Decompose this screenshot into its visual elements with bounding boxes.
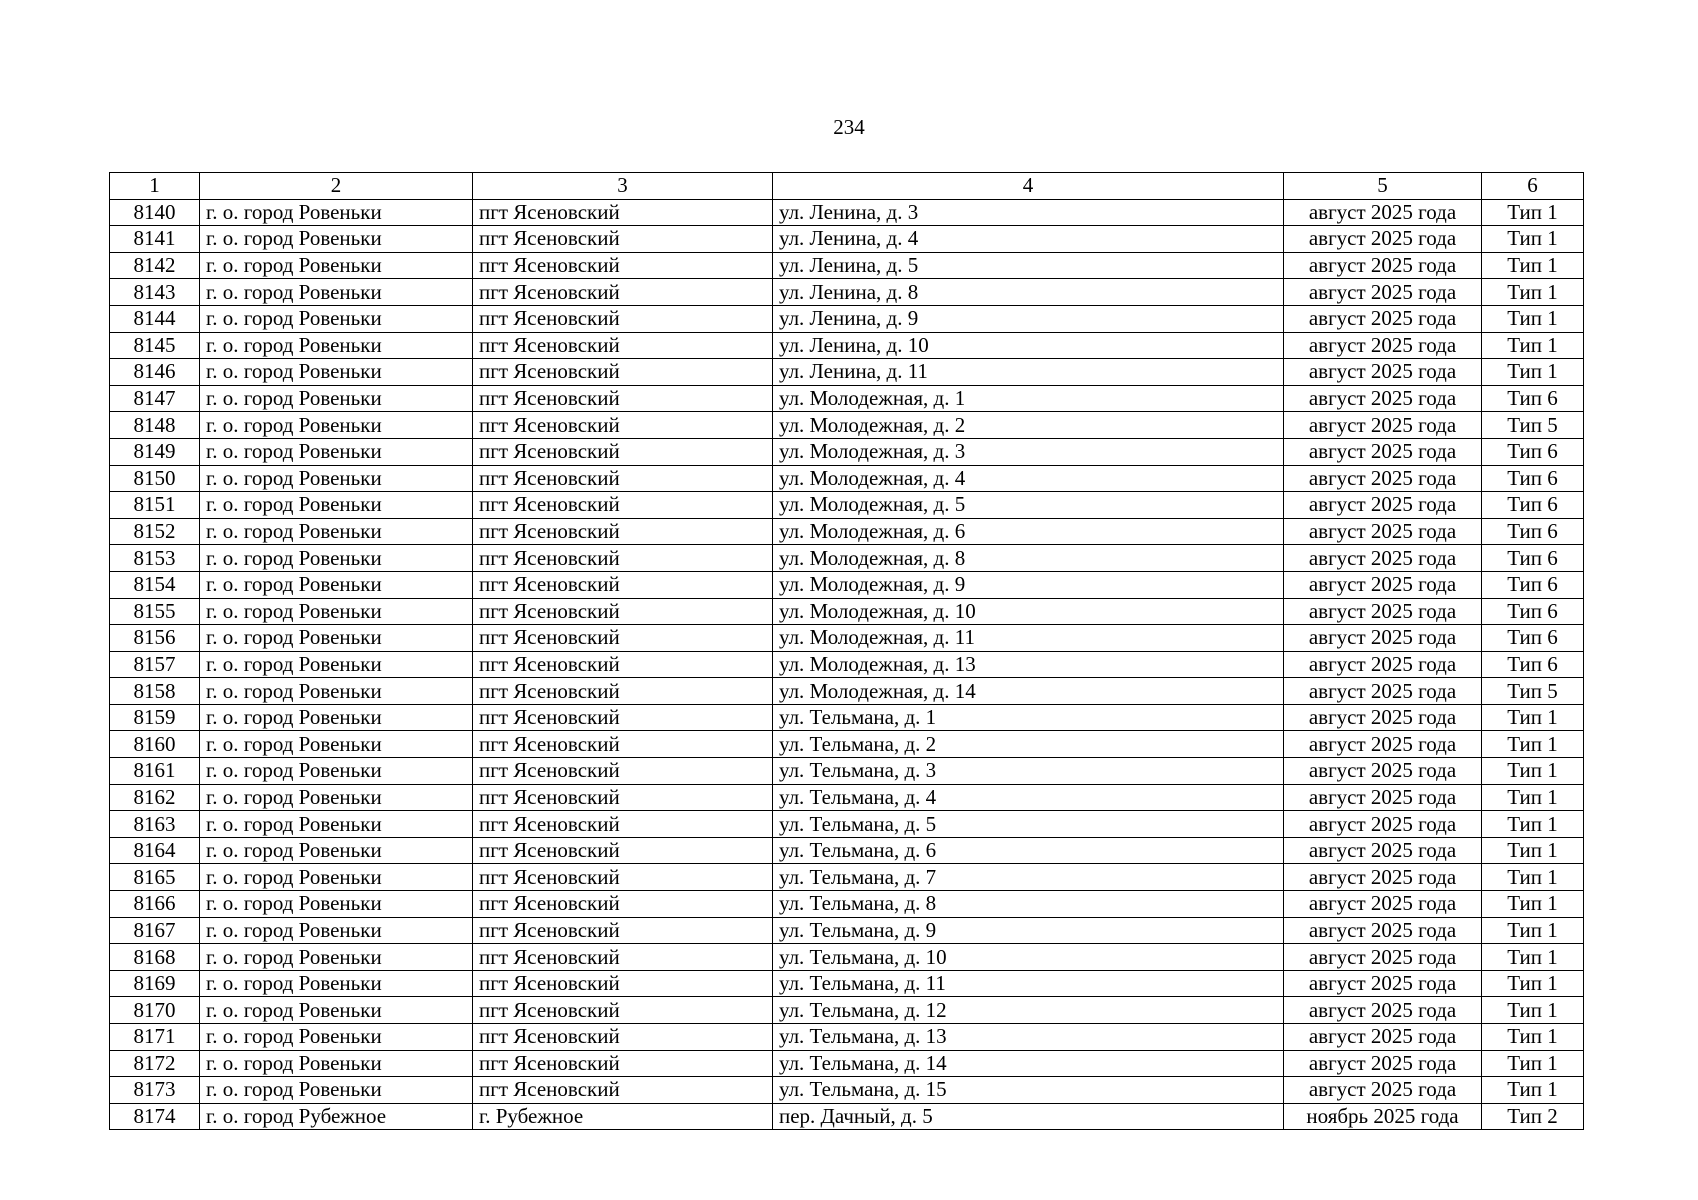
municipality-cell: г. о. город Ровеньки: [200, 492, 473, 519]
deadline-cell: август 2025 года: [1284, 917, 1482, 944]
settlement-cell: пгт Ясеновский: [473, 545, 773, 572]
settlement-cell: пгт Ясеновский: [473, 492, 773, 519]
row-number-cell: 8142: [110, 252, 200, 279]
settlement-cell: пгт Ясеновский: [473, 811, 773, 838]
settlement-cell: пгт Ясеновский: [473, 412, 773, 439]
deadline-cell: август 2025 года: [1284, 891, 1482, 918]
deadline-cell: август 2025 года: [1284, 944, 1482, 971]
table-row: [110, 438, 1584, 465]
municipality-cell: г. о. город Ровеньки: [200, 571, 473, 598]
row-number-cell: 8144: [110, 305, 200, 332]
address-cell: ул. Ленина, д. 4: [773, 226, 1284, 253]
row-number-cell: 8173: [110, 1077, 200, 1104]
municipality-cell: г. о. город Ровеньки: [200, 1077, 473, 1104]
type-cell: Тип 1: [1482, 837, 1584, 864]
settlement-cell: пгт Ясеновский: [473, 864, 773, 891]
type-cell: Тип 6: [1482, 492, 1584, 519]
row-number-cell: 8169: [110, 970, 200, 997]
settlement-cell: пгт Ясеновский: [473, 997, 773, 1024]
row-number-cell: 8153: [110, 545, 200, 572]
settlement-cell: пгт Ясеновский: [473, 279, 773, 306]
row-number-cell: 8146: [110, 359, 200, 386]
column-header: 2: [200, 173, 473, 200]
type-cell: Тип 6: [1482, 625, 1584, 652]
address-cell: ул. Молодежная, д. 14: [773, 678, 1284, 705]
type-cell: Тип 1: [1482, 891, 1584, 918]
settlement-cell: пгт Ясеновский: [473, 1077, 773, 1104]
settlement-cell: пгт Ясеновский: [473, 891, 773, 918]
type-cell: Тип 1: [1482, 758, 1584, 785]
address-cell: ул. Молодежная, д. 8: [773, 545, 1284, 572]
address-cell: ул. Молодежная, д. 3: [773, 438, 1284, 465]
address-cell: ул. Тельмана, д. 14: [773, 1050, 1284, 1077]
type-cell: Тип 1: [1482, 252, 1584, 279]
row-number-cell: 8155: [110, 598, 200, 625]
settlement-cell: пгт Ясеновский: [473, 252, 773, 279]
row-number-cell: 8162: [110, 784, 200, 811]
row-number-cell: 8156: [110, 625, 200, 652]
table-row: [110, 226, 1584, 253]
address-cell: ул. Молодежная, д. 9: [773, 571, 1284, 598]
address-cell: ул. Тельмана, д. 15: [773, 1077, 1284, 1104]
type-cell: Тип 1: [1482, 997, 1584, 1024]
settlement-cell: пгт Ясеновский: [473, 678, 773, 705]
address-cell: ул. Молодежная, д. 13: [773, 651, 1284, 678]
type-cell: Тип 1: [1482, 784, 1584, 811]
deadline-cell: август 2025 года: [1284, 970, 1482, 997]
municipality-cell: г. о. город Ровеньки: [200, 704, 473, 731]
deadline-cell: август 2025 года: [1284, 731, 1482, 758]
deadline-cell: август 2025 года: [1284, 837, 1482, 864]
type-cell: Тип 6: [1482, 651, 1584, 678]
row-number-cell: 8147: [110, 385, 200, 412]
type-cell: Тип 6: [1482, 571, 1584, 598]
type-cell: Тип 6: [1482, 385, 1584, 412]
address-cell: ул. Тельмана, д. 5: [773, 811, 1284, 838]
table-row: [110, 811, 1584, 838]
type-cell: Тип 1: [1482, 1050, 1584, 1077]
deadline-cell: август 2025 года: [1284, 997, 1482, 1024]
municipality-cell: г. о. город Ровеньки: [200, 651, 473, 678]
settlement-cell: пгт Ясеновский: [473, 758, 773, 785]
municipality-cell: г. о. город Ровеньки: [200, 864, 473, 891]
municipality-cell: г. о. город Ровеньки: [200, 252, 473, 279]
table-row: [110, 944, 1584, 971]
settlement-cell: пгт Ясеновский: [473, 731, 773, 758]
type-cell: Тип 1: [1482, 864, 1584, 891]
row-number-cell: 8149: [110, 438, 200, 465]
table-row: [110, 465, 1584, 492]
row-number-cell: 8174: [110, 1103, 200, 1130]
deadline-cell: август 2025 года: [1284, 784, 1482, 811]
row-number-cell: 8148: [110, 412, 200, 439]
address-cell: ул. Ленина, д. 5: [773, 252, 1284, 279]
address-cell: ул. Тельмана, д. 6: [773, 837, 1284, 864]
deadline-cell: август 2025 года: [1284, 438, 1482, 465]
address-cell: ул. Молодежная, д. 11: [773, 625, 1284, 652]
row-number-cell: 8163: [110, 811, 200, 838]
address-cell: ул. Тельмана, д. 9: [773, 917, 1284, 944]
municipality-cell: г. о. город Ровеньки: [200, 917, 473, 944]
deadline-cell: август 2025 года: [1284, 199, 1482, 226]
address-cell: ул. Молодежная, д. 10: [773, 598, 1284, 625]
deadline-cell: август 2025 года: [1284, 305, 1482, 332]
municipality-cell: г. о. город Ровеньки: [200, 385, 473, 412]
settlement-cell: пгт Ясеновский: [473, 837, 773, 864]
settlement-cell: г. Рубежное: [473, 1103, 773, 1130]
row-number-cell: 8164: [110, 837, 200, 864]
municipality-cell: г. о. город Ровеньки: [200, 598, 473, 625]
deadline-cell: август 2025 года: [1284, 545, 1482, 572]
settlement-cell: пгт Ясеновский: [473, 199, 773, 226]
table-body: [110, 199, 1584, 1130]
address-cell: ул. Тельмана, д. 8: [773, 891, 1284, 918]
row-number-cell: 8143: [110, 279, 200, 306]
municipality-cell: г. о. город Ровеньки: [200, 438, 473, 465]
table-row: [110, 1077, 1584, 1104]
row-number-cell: 8157: [110, 651, 200, 678]
table-row: [110, 837, 1584, 864]
table-row: [110, 571, 1584, 598]
address-cell: ул. Молодежная, д. 6: [773, 518, 1284, 545]
settlement-cell: пгт Ясеновский: [473, 625, 773, 652]
deadline-cell: август 2025 года: [1284, 226, 1482, 253]
type-cell: Тип 1: [1482, 970, 1584, 997]
type-cell: Тип 1: [1482, 731, 1584, 758]
table-row: [110, 332, 1584, 359]
municipality-cell: г. о. город Ровеньки: [200, 226, 473, 253]
address-cell: ул. Тельмана, д. 13: [773, 1024, 1284, 1051]
municipality-cell: г. о. город Ровеньки: [200, 678, 473, 705]
municipality-cell: г. о. город Ровеньки: [200, 412, 473, 439]
municipality-cell: г. о. город Ровеньки: [200, 784, 473, 811]
address-cell: ул. Ленина, д. 9: [773, 305, 1284, 332]
table-row: [110, 864, 1584, 891]
deadline-cell: август 2025 года: [1284, 864, 1482, 891]
type-cell: Тип 1: [1482, 944, 1584, 971]
address-cell: ул. Молодежная, д. 2: [773, 412, 1284, 439]
table-row: [110, 758, 1584, 785]
deadline-cell: август 2025 года: [1284, 1024, 1482, 1051]
settlement-cell: пгт Ясеновский: [473, 305, 773, 332]
deadline-cell: август 2025 года: [1284, 651, 1482, 678]
row-number-cell: 8168: [110, 944, 200, 971]
address-cell: ул. Тельмана, д. 12: [773, 997, 1284, 1024]
deadline-cell: август 2025 года: [1284, 571, 1482, 598]
row-number-cell: 8160: [110, 731, 200, 758]
municipality-cell: г. о. город Ровеньки: [200, 518, 473, 545]
row-number-cell: 8140: [110, 199, 200, 226]
table-row: [110, 678, 1584, 705]
settlement-cell: пгт Ясеновский: [473, 917, 773, 944]
column-header: 4: [773, 173, 1284, 200]
municipality-cell: г. о. город Ровеньки: [200, 279, 473, 306]
deadline-cell: август 2025 года: [1284, 385, 1482, 412]
table-row: [110, 199, 1584, 226]
address-cell: ул. Ленина, д. 3: [773, 199, 1284, 226]
deadline-cell: август 2025 года: [1284, 332, 1482, 359]
municipality-cell: г. о. город Ровеньки: [200, 891, 473, 918]
type-cell: Тип 6: [1482, 465, 1584, 492]
municipality-cell: г. о. город Ровеньки: [200, 997, 473, 1024]
column-header: 1: [110, 173, 200, 200]
column-number-row: [110, 173, 1584, 200]
table-row: [110, 625, 1584, 652]
municipality-cell: г. о. город Ровеньки: [200, 731, 473, 758]
address-cell: ул. Молодежная, д. 1: [773, 385, 1284, 412]
address-cell: ул. Тельмана, д. 3: [773, 758, 1284, 785]
settlement-cell: пгт Ясеновский: [473, 1024, 773, 1051]
municipality-cell: г. о. город Ровеньки: [200, 837, 473, 864]
municipality-cell: г. о. город Ровеньки: [200, 811, 473, 838]
table-row: [110, 970, 1584, 997]
type-cell: Тип 6: [1482, 598, 1584, 625]
settlement-cell: пгт Ясеновский: [473, 518, 773, 545]
type-cell: Тип 1: [1482, 279, 1584, 306]
deadline-cell: август 2025 года: [1284, 625, 1482, 652]
deadline-cell: август 2025 года: [1284, 359, 1482, 386]
type-cell: Тип 1: [1482, 1077, 1584, 1104]
table-row: [110, 385, 1584, 412]
settlement-cell: пгт Ясеновский: [473, 359, 773, 386]
table-row: [110, 518, 1584, 545]
type-cell: Тип 1: [1482, 332, 1584, 359]
address-cell: пер. Дачный, д. 5: [773, 1103, 1284, 1130]
row-number-cell: 8151: [110, 492, 200, 519]
type-cell: Тип 1: [1482, 811, 1584, 838]
settlement-cell: пгт Ясеновский: [473, 571, 773, 598]
table-row: [110, 279, 1584, 306]
address-cell: ул. Ленина, д. 11: [773, 359, 1284, 386]
address-cell: ул. Молодежная, д. 4: [773, 465, 1284, 492]
row-number-cell: 8158: [110, 678, 200, 705]
type-cell: Тип 1: [1482, 199, 1584, 226]
municipality-cell: г. о. город Рубежное: [200, 1103, 473, 1130]
address-cell: ул. Ленина, д. 8: [773, 279, 1284, 306]
type-cell: Тип 1: [1482, 1024, 1584, 1051]
type-cell: Тип 2: [1482, 1103, 1584, 1130]
settlement-cell: пгт Ясеновский: [473, 385, 773, 412]
settlement-cell: пгт Ясеновский: [473, 651, 773, 678]
deadline-cell: август 2025 года: [1284, 1077, 1482, 1104]
type-cell: Тип 5: [1482, 678, 1584, 705]
type-cell: Тип 1: [1482, 704, 1584, 731]
column-header: 6: [1482, 173, 1584, 200]
municipality-cell: г. о. город Ровеньки: [200, 465, 473, 492]
row-number-cell: 8150: [110, 465, 200, 492]
municipality-cell: г. о. город Ровеньки: [200, 332, 473, 359]
table-row: [110, 492, 1584, 519]
address-cell: ул. Тельмана, д. 11: [773, 970, 1284, 997]
settlement-cell: пгт Ясеновский: [473, 784, 773, 811]
table-row: [110, 1024, 1584, 1051]
deadline-cell: август 2025 года: [1284, 412, 1482, 439]
address-cell: ул. Тельмана, д. 10: [773, 944, 1284, 971]
row-number-cell: 8171: [110, 1024, 200, 1051]
table-row: [110, 704, 1584, 731]
table-row: [110, 997, 1584, 1024]
page-number: 234: [833, 115, 865, 139]
table-header: [110, 173, 1584, 200]
table-row: [110, 305, 1584, 332]
settlement-cell: пгт Ясеновский: [473, 1050, 773, 1077]
settlement-cell: пгт Ясеновский: [473, 970, 773, 997]
deadline-cell: август 2025 года: [1284, 598, 1482, 625]
column-header: 3: [473, 173, 773, 200]
settlement-cell: пгт Ясеновский: [473, 226, 773, 253]
row-number-cell: 8159: [110, 704, 200, 731]
settlement-cell: пгт Ясеновский: [473, 704, 773, 731]
type-cell: Тип 6: [1482, 438, 1584, 465]
deadline-cell: август 2025 года: [1284, 758, 1482, 785]
municipality-cell: г. о. город Ровеньки: [200, 625, 473, 652]
municipality-cell: г. о. город Ровеньки: [200, 1050, 473, 1077]
type-cell: Тип 1: [1482, 305, 1584, 332]
municipality-cell: г. о. город Ровеньки: [200, 944, 473, 971]
row-number-cell: 8167: [110, 917, 200, 944]
settlement-cell: пгт Ясеновский: [473, 465, 773, 492]
address-cell: ул. Молодежная, д. 5: [773, 492, 1284, 519]
table-row: [110, 731, 1584, 758]
table-row: [110, 784, 1584, 811]
column-header: 5: [1284, 173, 1482, 200]
municipality-cell: г. о. город Ровеньки: [200, 305, 473, 332]
table-row: [110, 598, 1584, 625]
municipality-cell: г. о. город Ровеньки: [200, 758, 473, 785]
address-cell: ул. Ленина, д. 10: [773, 332, 1284, 359]
type-cell: Тип 1: [1482, 226, 1584, 253]
table-row: [110, 359, 1584, 386]
row-number-cell: 8170: [110, 997, 200, 1024]
row-number-cell: 8172: [110, 1050, 200, 1077]
table-row: [110, 651, 1584, 678]
address-cell: ул. Тельмана, д. 4: [773, 784, 1284, 811]
address-cell: ул. Тельмана, д. 7: [773, 864, 1284, 891]
deadline-cell: август 2025 года: [1284, 252, 1482, 279]
municipality-cell: г. о. город Ровеньки: [200, 545, 473, 572]
settlement-cell: пгт Ясеновский: [473, 944, 773, 971]
table-row: [110, 1103, 1584, 1130]
municipality-cell: г. о. город Ровеньки: [200, 199, 473, 226]
settlement-cell: пгт Ясеновский: [473, 438, 773, 465]
address-cell: ул. Тельмана, д. 2: [773, 731, 1284, 758]
type-cell: Тип 6: [1482, 545, 1584, 572]
type-cell: Тип 5: [1482, 412, 1584, 439]
table-row: [110, 1050, 1584, 1077]
deadline-cell: август 2025 года: [1284, 678, 1482, 705]
row-number-cell: 8145: [110, 332, 200, 359]
municipality-cell: г. о. город Ровеньки: [200, 359, 473, 386]
row-number-cell: 8141: [110, 226, 200, 253]
settlement-cell: пгт Ясеновский: [473, 332, 773, 359]
deadline-cell: август 2025 года: [1284, 704, 1482, 731]
table-row: [110, 252, 1584, 279]
type-cell: Тип 6: [1482, 518, 1584, 545]
row-number-cell: 8165: [110, 864, 200, 891]
row-number-cell: 8161: [110, 758, 200, 785]
row-number-cell: 8166: [110, 891, 200, 918]
deadline-cell: август 2025 года: [1284, 492, 1482, 519]
deadline-cell: август 2025 года: [1284, 811, 1482, 838]
table-row: [110, 412, 1584, 439]
register-table: [109, 172, 1584, 1130]
table-row: [110, 891, 1584, 918]
deadline-cell: август 2025 года: [1284, 465, 1482, 492]
municipality-cell: г. о. город Ровеньки: [200, 1024, 473, 1051]
address-cell: ул. Тельмана, д. 1: [773, 704, 1284, 731]
deadline-cell: август 2025 года: [1284, 1050, 1482, 1077]
deadline-cell: август 2025 года: [1284, 279, 1482, 306]
type-cell: Тип 1: [1482, 917, 1584, 944]
deadline-cell: ноябрь 2025 года: [1284, 1103, 1482, 1130]
row-number-cell: 8152: [110, 518, 200, 545]
table-row: [110, 917, 1584, 944]
deadline-cell: август 2025 года: [1284, 518, 1482, 545]
table-row: [110, 545, 1584, 572]
settlement-cell: пгт Ясеновский: [473, 598, 773, 625]
municipality-cell: г. о. город Ровеньки: [200, 970, 473, 997]
type-cell: Тип 1: [1482, 359, 1584, 386]
row-number-cell: 8154: [110, 571, 200, 598]
